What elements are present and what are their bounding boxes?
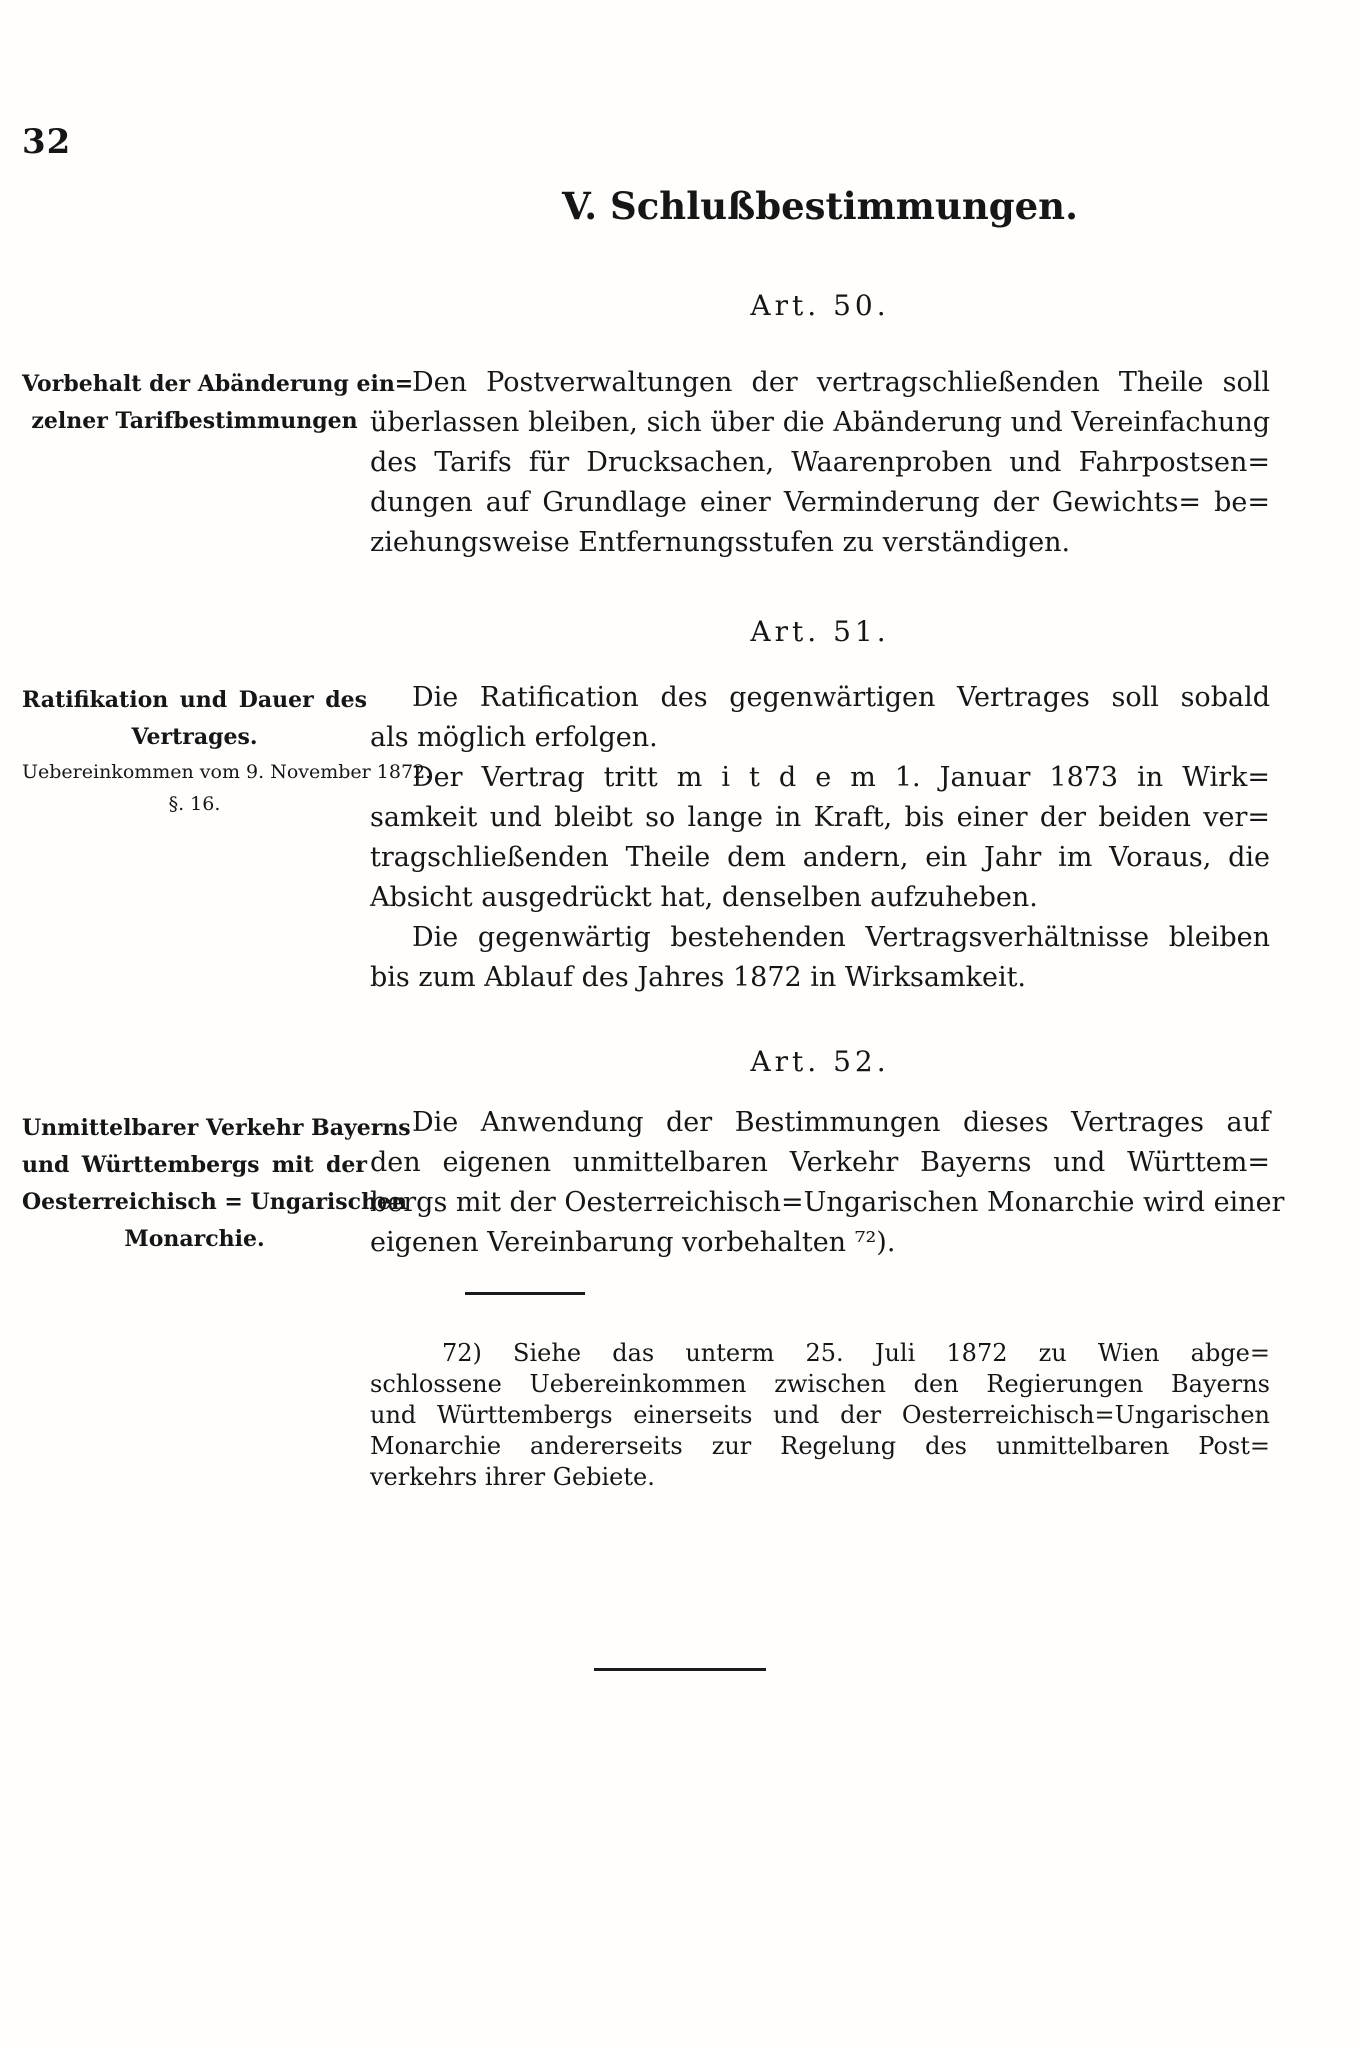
margin-note-line: Monarchie. <box>124 1226 265 1252</box>
margin-note-line: Vorbehalt der Abänderung ein= <box>22 371 414 397</box>
body-text-line: des Tarifs für Drucksachen, Waarenproben und Fahrpostsen= <box>370 447 1270 478</box>
footnote-separator-rule <box>465 1292 585 1295</box>
article-body <box>370 678 1270 998</box>
body-text-line: Die Ratification des gegenwärtigen Vertrages soll sobald <box>412 682 1270 713</box>
footnote-line: Monarchie andererseits zur Regelung des unmittelbaren Post= <box>370 1432 1270 1460</box>
footnote <box>370 1338 1270 1493</box>
margin-note-line: Oesterreichisch = Ungarischen <box>22 1189 408 1215</box>
footnote-line: und Württembergs einerseits und der Oesterreichisch=Ungarischen <box>370 1401 1270 1429</box>
body-text-line: tragschließenden Theile dem andern, ein Jahr im Voraus, die <box>370 842 1270 873</box>
margin-note-line: Ratifikation und Dauer des <box>22 687 367 713</box>
margin-note-reference-line: §. 16. <box>168 793 221 815</box>
body-text-line: als möglich erfolgen. <box>370 722 658 753</box>
body-text-line: Absicht ausgedrückt hat, denselben aufzuheben. <box>370 882 1038 913</box>
margin-note-line: Unmittelbarer Verkehr Bayerns <box>22 1115 411 1141</box>
body-text-line: dungen auf Grundlage einer Verminderung der Gewichts= be= <box>370 487 1270 518</box>
margin-note-line: und Württembergs mit der <box>22 1152 367 1178</box>
footnote-line: schlossene Uebereinkommen zwischen den Regierungen Bayerns <box>370 1370 1270 1398</box>
article-heading: Art. 51. <box>750 615 890 648</box>
margin-note <box>22 682 432 820</box>
body-text-line: ziehungsweise Entfernungsstufen zu verständigen. <box>370 527 1071 558</box>
body-text-line: bis zum Ablauf des Jahres 1872 in Wirksamkeit. <box>370 962 1027 993</box>
margin-note-reference-line: Uebereinkommen vom 9. November 1872. <box>22 761 432 783</box>
body-text-line: Die gegenwärtig bestehenden Vertragsverhältnisse bleiben <box>412 922 1270 953</box>
margin-note-line: zelner Tarifbestimmungen <box>31 408 358 434</box>
margin-note-line: Vertrages. <box>131 724 258 750</box>
margin-note <box>22 1110 411 1258</box>
body-text-line: überlassen bleiben, sich über die Abänderung und Vereinfachung <box>370 407 1270 438</box>
article-heading: Art. 50. <box>750 289 890 322</box>
section-heading: V. Schlußbestimmungen. <box>562 184 1078 228</box>
body-text-line: Der Vertrag tritt m i t d e m 1. Januar 1873 in Wirk= <box>412 762 1270 793</box>
article-body <box>370 363 1270 563</box>
body-text-line: den eigenen unmittelbaren Verkehr Bayerns und Württem= <box>370 1147 1270 1178</box>
body-text-line: eigenen Vereinbarung vorbehalten ⁷²). <box>370 1227 896 1258</box>
page-number: 32 <box>22 122 72 162</box>
bottom-rule <box>594 1668 766 1671</box>
article-body <box>370 1103 1285 1263</box>
body-text-line: bergs mit der Oesterreichisch=Ungarischen Monarchie wird einer <box>370 1187 1285 1218</box>
body-text-line: Die Anwendung der Bestimmungen dieses Vertrages auf <box>412 1107 1270 1138</box>
body-text-line: samkeit und bleibt so lange in Kraft, bis einer der beiden ver= <box>370 802 1270 833</box>
footnote-line: verkehrs ihrer Gebiete. <box>370 1463 655 1491</box>
article-heading: Art. 52. <box>750 1045 890 1078</box>
margin-note <box>22 366 414 440</box>
footnote-line: 72) Siehe das unterm 25. Juli 1872 zu Wien abge= <box>442 1339 1270 1367</box>
body-text-line: Den Postverwaltungen der vertragschließenden Theile soll <box>412 367 1270 398</box>
